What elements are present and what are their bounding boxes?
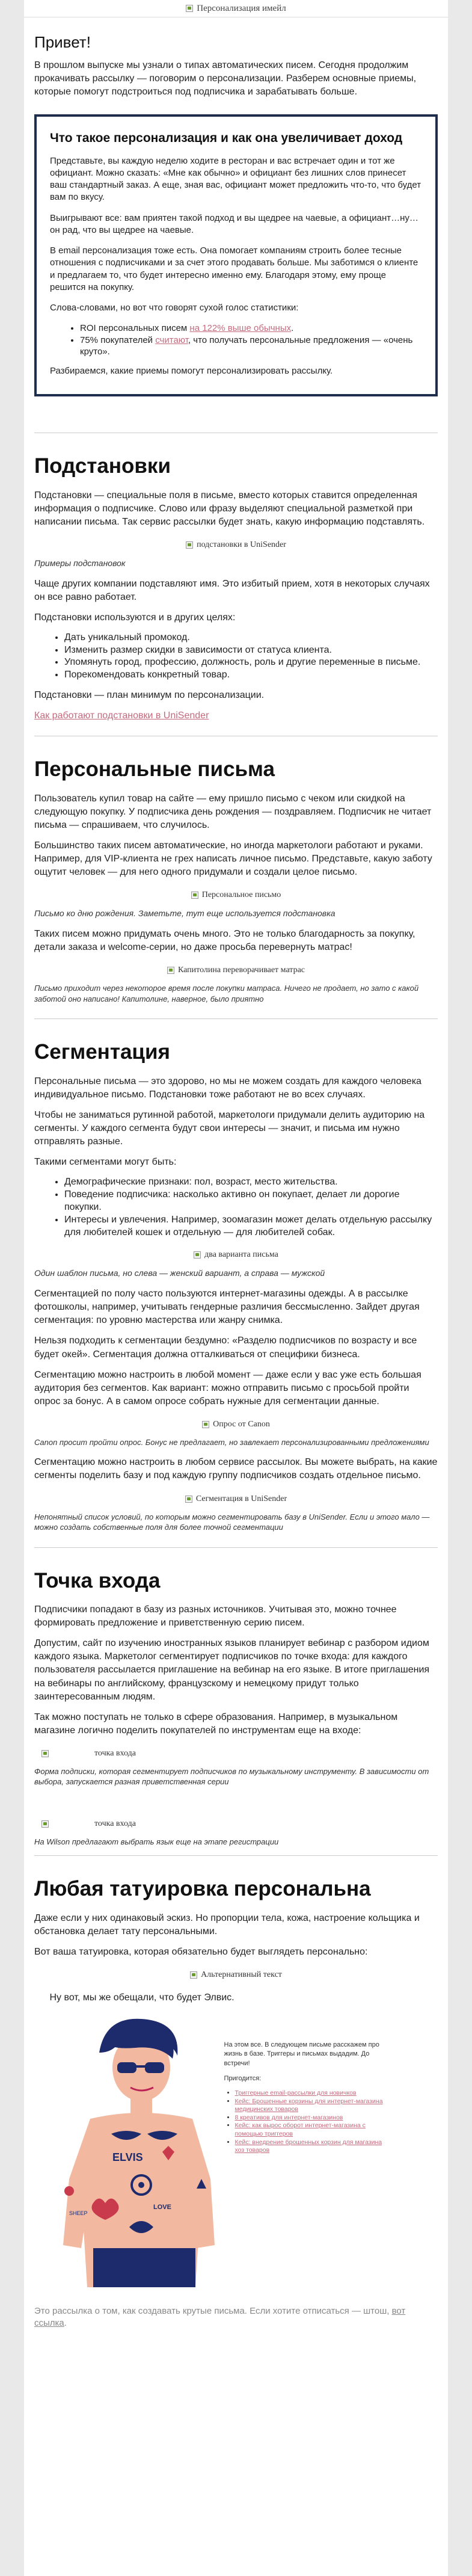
image-placeholder: Сегментация в UniSender (34, 1491, 438, 1507)
list-item: • Демографические признаки: пол, возраст, место жительства. (64, 1176, 438, 1189)
greeting: Привет! (34, 33, 91, 51)
paragraph: Подписчики попадают в базу из разных источников. Учитывая это, можно точнее формировать предложение и приветственную серию писем. (34, 1604, 397, 1628)
paragraph: Подстановки используются и в других целях: (34, 612, 236, 623)
segments-list (34, 1176, 438, 1239)
box-paragraph: Разбираемся, какие приемы помогут персонализировать рассылку. (50, 365, 333, 376)
image-caption: Письмо ко дню рождения. Заметьте, тут еще используется подстановка (34, 908, 336, 919)
image-placeholder: подстановки в UniSender (34, 537, 438, 553)
image-caption: Форма подписки, которая сегментирует подписчиков по музыкальному инструменту. В зависимости от выбора, запускается разная приветственная серии (34, 1766, 429, 1787)
paragraph: Таких писем можно придумать очень много. Это не только благодарность за покупку, детали заказа и welcome-серии, но даже просьба перевернуть матрас! (34, 929, 415, 953)
paragraph: Сегментацией по полу часто пользуются интернет-магазины одежды. А в рассылке фотошколы, например, учитывать гендерные различия бессмысленно. Зайдет другая сегментация: по уровню мастерства или жанру снимка. (34, 1289, 420, 1326)
paragraph: Персональные письма — это здорово, но мы не можем создать для каждого человека индивидуальное письмо. Подстановки тоже работают не во всех случаях. (34, 1076, 421, 1100)
paragraph: Нельзя подходить к сегментации бездумно: «Разделю подписчиков по возрасту и все будет окей». Сегментация должна отталкиваться от специфики бизнеса. (34, 1336, 417, 1360)
paragraph: Такими сегментами могут быть: (34, 1157, 177, 1168)
paragraph: Допустим, сайт по изучению иностранных языков планирует вебинар с разбором идиом каждого языка. Маркетолог сегментирует подписчиков по точке входа: для каждого пользователя рассылается приглашение на вебинар на его языке. В итоге приглашения на вебинары по английскому, французскому и немецкому придут только заинтересованным людям. (34, 1638, 430, 1702)
broken-image-icon (167, 967, 174, 974)
list-item: • ROI персональных писем на 122% выше обычных. (80, 322, 422, 334)
broken-image-icon (190, 1971, 197, 1979)
broken-image-icon (41, 1820, 49, 1828)
section-title-personal: Персональные письма (34, 757, 275, 781)
elvis-side-text (224, 2041, 387, 2155)
paragraph: Так можно поступать не только в сфере образования. Например, в музыкальном магазине логично поделить покупателей по инструментам еще на входе: (34, 1712, 398, 1736)
elvis-quote: Ну вот, мы же обещали, что будет Элвис. (49, 1992, 234, 2003)
box-paragraph: Выигрывают все: вам приятен такой подход и вы щедрее на чаевые, а официант…ну… он рад, что вы щедрее на чаевые. (50, 212, 418, 235)
image-placeholder: Альтернативный текст (34, 1967, 438, 1983)
list-item: • 75% покупателей считают, что получать персональные предложения — «очень круто». (80, 334, 422, 358)
image-placeholder: два варианта письма (34, 1247, 438, 1263)
paragraph: Сегментацию можно настроить в любой момент — даже если у вас уже есть большая аудитория без сегментов. Как вариант: можно отправить письмо с просьбой пройти опрос за бонус. А в самом опросе собрать нужные для сегментации данные. (34, 1369, 421, 1407)
elvis-tattoo-text: ELVIS (112, 2151, 143, 2164)
header-title: Персонализация имейл (197, 3, 286, 13)
stats-list (50, 322, 422, 358)
sheep-tattoo-text: SHEEP (69, 2210, 88, 2217)
broken-image-icon (41, 1750, 49, 1757)
useful-link[interactable]: Триггерные email-рассылки для новичков (234, 2089, 357, 2097)
email-page (24, 0, 448, 2576)
list-item: • Изменить размер скидки в зависимости от статуса клиента. (64, 644, 438, 657)
unsubscribe-link[interactable]: вот ссылка (34, 2306, 406, 2328)
broken-image-icon (202, 1421, 209, 1428)
email-header (24, 0, 448, 17)
section-title-tattoo: Любая татуировка персональна (34, 1877, 371, 1901)
side-paragraph: На этом все. В следующем письме расскажем про жизнь в базе. Триггеры и письмах выдадим. До встречи! (224, 2041, 379, 2067)
image-placeholder: Опрос от Canon (34, 1417, 438, 1432)
useful-link[interactable]: Кейс: как вырос оборот интернет-магазина с помощью триггеров (234, 2122, 366, 2138)
broken-image-icon (185, 1496, 192, 1503)
list-item: • Поведение подписчика: насколько активно он покупает, делает ли дорогие покупки. (64, 1189, 438, 1214)
broken-image-icon (191, 892, 198, 899)
side-paragraph: Пригодится: (224, 2074, 262, 2082)
paragraph: Большинство таких писем автоматические, но иногда маркетологи работают и руками. Например, для VIP-клиента не грех написать личное письмо. Представьте, какую заботу ощутит человек — для него одного придумали и создали целое письмо. (34, 840, 432, 878)
paragraph: Даже если у них одинаковый эскиз. Но пропорции тела, кожа, настроение кольщика и обстановка делает тату персональными. (34, 1912, 420, 1937)
substitutions-list (34, 632, 438, 682)
useful-link[interactable]: Кейс: Брошенные корзины для интернет-магазина медицинских товаров (234, 2097, 383, 2113)
useful-link[interactable]: 8 креативов для интернет-магазинов (234, 2113, 343, 2121)
roi-link[interactable]: на 122% выше обычных (189, 323, 292, 334)
useful-link[interactable]: Кейс: внедрение брошенных корзин для магазина хоз товаров (234, 2138, 382, 2154)
image-placeholder: Персональное письмо (34, 887, 438, 903)
box-paragraph: Представьте, вы каждую неделю ходите в ресторан и вас встречает один и тот же официант. Можно сказать: «Мне как обычно» и официант без лишних слов принесет ваш стандартный заказ. А еще, зная вас, официант может предложить что-то, что будет вам по вкусу. (50, 155, 421, 203)
image-placeholder: точка входа (34, 1816, 438, 1832)
paragraph: Подстановки — специальные поля в письме, вместо которых ставится определенная информация о подписчике. Слово или фразу выделяют специальной разметкой при написании письма. Так сервис рассылки будет знать, какую информацию подставлять. (34, 490, 425, 527)
box-paragraph: В email персонализация тоже есть. Она помогает компаниям строить более тесные отношения с подписчиками и за счет этого продавать больше. Мы заботимся о клиенте и предлагаем то, что будет интересно именно ему. Благодаря этому, ему проще решится на покупку. (50, 245, 418, 292)
tattooed-man-image (57, 2011, 219, 2287)
divider (34, 1547, 438, 1548)
paragraph: Вот ваша татуировка, которая обязательно будет выглядеть персонально: (34, 1947, 368, 1958)
love-tattoo-text: LOVE (153, 2204, 171, 2211)
elvis-illustration (50, 1992, 423, 2293)
substitutions-link[interactable]: Как работают подстановки в UniSender (34, 710, 209, 721)
list-item: • Интересы и увлечения. Например, зоомагазин может делать отдельную рассылку для любителей кошек и отдельную — для любителей собак. (64, 1214, 438, 1239)
broken-image-icon (186, 5, 193, 12)
divider (34, 1018, 438, 1019)
paragraph: Сегментацию можно настроить в любом сервисе рассылок. Вы можете выбрать, на какие сегменты поделить базу и под каждую группу подписчиков создать отдельное письмо. (34, 1457, 438, 1481)
image-caption: На Wilson предлагают выбрать язык еще на этапе регистрации (34, 1837, 279, 1846)
personalization-box (34, 114, 438, 396)
image-caption: Письмо приходит через некоторое время после покупки матраса. Ничего не продает, но зато с какой заботой оно написано! Капитолине, наверное, было приятно (34, 984, 419, 1003)
image-caption: Canon просит пройти опрос. Бонус не предлагает, но завлекает персонализированными предложениями (34, 1437, 429, 1447)
broken-image-icon (186, 541, 193, 549)
section-title-segmentation: Сегментация (34, 1040, 170, 1064)
section-title-entry-point: Точка входа (34, 1568, 161, 1592)
image-placeholder: точка входа (34, 1746, 438, 1761)
image-caption: Примеры подстановок (34, 558, 126, 568)
survey-link[interactable]: считают (155, 334, 188, 345)
paragraph: Пользователь купил товар на сайте — ему пришло письмо с чеком или скидкой на следующую покупку. У подписчика день рождения — поздравляем. Подписчик не читает письма — спрашиваем, что случилось. (34, 793, 432, 830)
email-content (24, 33, 448, 2329)
image-caption: Один шаблон письма, но слева — женский вариант, а справа — мужской (34, 1268, 325, 1278)
paragraph: Чаще других компании подставляют имя. Это избитый прием, хотя в некоторых случаях он все равно работает. (34, 578, 430, 602)
footer-text: Это рассылка о том, как создавать крутые письма. Если хотите отписаться — штош, вот ссылка. (34, 2306, 406, 2328)
list-item: • Упомянуть город, профессию, должность, роль и другие переменные в письме. (64, 656, 438, 669)
intro-text: В прошлом выпуске мы узнали о типах автоматических писем. Сегодня продолжим прокачивать рассылку — поговорим о персонализации. Разберем основные приемы, которые помогут подстроиться под подписчика и зарабатывать больше. (34, 60, 417, 97)
section-title-substitutions: Подстановки (34, 454, 171, 478)
list-item: • Дать уникальный промокод. (64, 632, 438, 644)
image-caption: Непонятный список условий, по которым можно сегментировать базу в UniSender. Если и этого мало — можно создать собственные поля для более точной сегментации (34, 1512, 430, 1532)
divider (34, 1855, 438, 1856)
paragraph: Чтобы не заниматься рутинной работой, маркетологи придумали делить аудиторию на сегменты. У каждого сегмента будут свои интересы — значит, и письма им нужно отправлять разные. (34, 1110, 425, 1147)
box-paragraph: Слова-словами, но вот что говорят сухой голос статистики: (50, 303, 299, 313)
box-title: Что такое персонализация и как она увеличивает доход (50, 131, 403, 146)
broken-image-icon (194, 1251, 201, 1259)
list-item: • Порекомендовать конкретный товар. (64, 669, 438, 682)
image-placeholder: Капитолина переворачивает матрас (34, 963, 438, 978)
paragraph: Подстановки — план минимум по персонализации. (34, 690, 265, 701)
useful-links-list (224, 2089, 387, 2155)
